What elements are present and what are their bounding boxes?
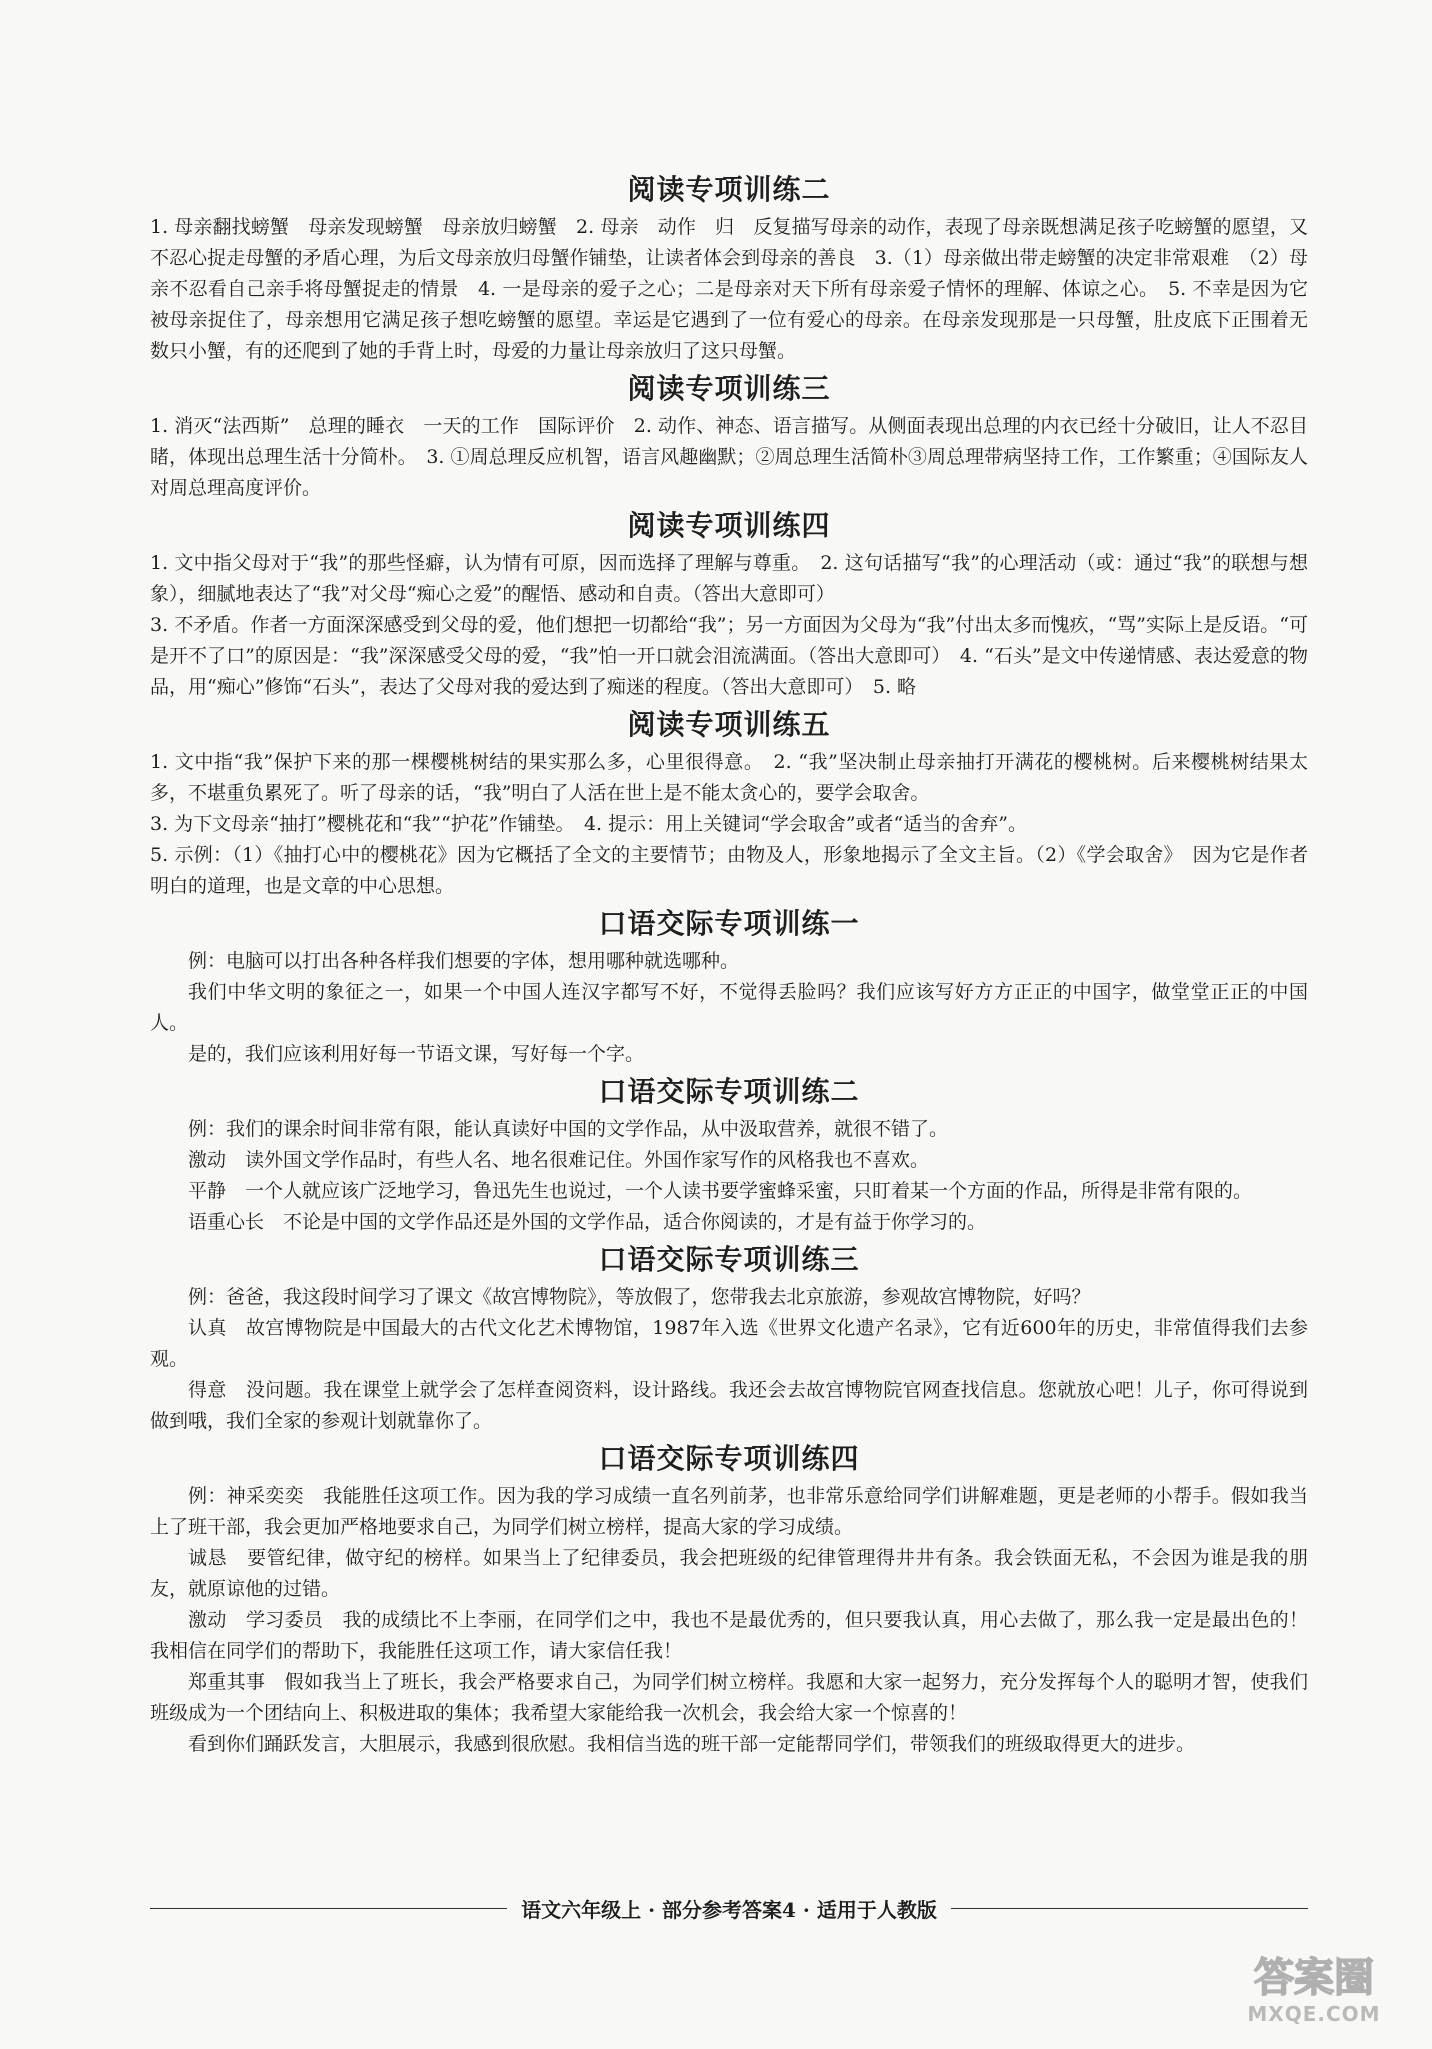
section-title: 阅读专项训练三 [627,372,831,405]
answer-paragraph: 3. 不矛盾。作者一方面深深感受到父母的爱，他们想把一切都给“我”；另一方面因为父母为“我”付出太多而愧疚，“骂”实际上是反语。“可是开不了口”的原因是：“我”深深感受父母的爱，“我”怕一开口就会泪流满面。（答出大意即可） 4. “石头”是文中传递情感、表达爱意的物品，用“痴心”修饰“石头”，表达了父母对我的爱达到了痴迷的程度。（答出大意即可） 5. 略 [150,614,1308,698]
answer-paragraph: 例：我们的课余时间非常有限，能认真读好中国的文学作品，从中汲取营养，就很不错了。 [188,1118,949,1140]
watermark-url: MXQE.COM [1247,2002,1381,2026]
answer-paragraph: 5. 示例：（1）《抽打心中的樱桃花》因为它概括了全文的主要情节；由物及人，形象地揭示了全文主旨。（2）《学会取舍》 因为它是作者明白的道理，也是文章的中心思想。 [150,844,1308,897]
answer-paragraph: 认真 故宫博物院是中国最大的古代文化艺术博物馆，1987年入选《世界文化遗产名录》，它有近600年的历史，非常值得我们去参观。 [150,1317,1308,1370]
site-watermark [1224,1949,1404,2031]
answer-paragraph: 例：神采奕奕 我能胜任这项工作。因为我的学习成绩一直名列前茅，也非常乐意给同学们讲解难题，更是老师的小帮手。假如我当上了班干部，我会更加严格地要求自己，为同学们树立榜样，提高大家的学习成绩。 [150,1485,1308,1538]
footer-rule-left [150,1908,507,1909]
page-footer [150,1894,1308,1923]
answer-page [150,168,1308,1760]
answer-paragraph: 1. 消灭“法西斯” 总理的睡衣 一天的工作 国际评价 2. 动作、神态、语言描写。从侧面表现出总理的内衣已经十分破旧，让人不忍目睹，体现出总理生活十分简朴。 3. ①周总理反应机智，语言风趣幽默；②周总理生活简朴③周总理带病坚持工作，工作繁重；④国际友人对周总理高度评价。 [150,415,1308,499]
answer-section [150,367,1308,504]
section-title: 阅读专项训练五 [627,708,831,741]
answer-paragraph: 语重心长 不论是中国的文学作品还是外国的文学作品，适合你阅读的，才是有益于你学习的。 [188,1211,987,1233]
section-title: 口语交际专项训练四 [598,1442,860,1475]
answer-paragraph: 平静 一个人就应该广泛地学习，鲁迅先生也说过，一个人读书要学蜜蜂采蜜，只盯着某一个方面的作品，所得是非常有限的。 [188,1180,1253,1202]
answer-paragraph: 我们中华文明的象征之一，如果一个中国人连汉字都写不好，不觉得丢脸吗？我们应该写好方方正正的中国字，做堂堂正正的中国人。 [150,981,1308,1034]
answer-section [150,1070,1308,1238]
footer-rule-right [951,1908,1308,1909]
watermark-logo: 答案圈 [1254,1955,1374,2001]
answer-paragraph: 郑重其事 假如我当上了班长，我会严格要求自己，为同学们树立榜样。我愿和大家一起努力，充分发挥每个人的聪明才智，使我们班级成为一个团结向上、积极进取的集体；我希望大家能给我一次机会，我会给大家一个惊喜的！ [150,1671,1308,1724]
answer-section [150,1437,1308,1760]
answer-section [150,703,1308,902]
footer-text: 语文六年级上 · 部分参考答案4 · 适用于人教版 [521,1898,937,1922]
answer-paragraph: 看到你们踊跃发言，大胆展示，我感到很欣慰。我相信当选的班干部一定能帮同学们，带领我们的班级取得更大的进步。 [188,1733,1196,1755]
answer-paragraph: 3. 为下文母亲“抽打”樱桃花和“我”“护花”作铺垫。 4. 提示：用上关键词“学会取舍”或者“适当的舍弃”。 [150,813,1027,835]
answer-paragraph: 是的，我们应该利用好每一节语文课，写好每一个字。 [188,1043,645,1065]
answer-paragraph: 1. 文中指“我”保护下来的那一棵樱桃树结的果实那么多，心里很得意。 2. “我”坚决制止母亲抽打开满花的樱桃树。后来樱桃树结果太多，不堪重负累死了。听了母亲的话，“我”明白了人活在世上是不能太贪心的，要学会取舍。 [150,751,1308,804]
answer-paragraph: 1. 母亲翻找螃蟹 母亲发现螃蟹 母亲放归螃蟹 2. 母亲 动作 归 反复描写母亲的动作，表现了母亲既想满足孩子吃螃蟹的愿望，又不忍心捉走母蟹的矛盾心理，为后文母亲放归母蟹作铺垫，让读者体会到母亲的善良 3.（1）母亲做出带走螃蟹的决定非常艰难 （2）母亲不忍看自己亲手将母蟹捉走的情景 4. 一是母亲的爱子之心；二是母亲对天下所有母亲爱子情怀的理解、体谅之心。 5. 不幸是因为它被母亲捉住了，母亲想用它满足孩子想吃螃蟹的愿望。幸运是它遇到了一位有爱心的母亲。在母亲发现那是一只母蟹，肚皮底下正围着无数只小蟹，有的还爬到了她的手背上时，母爱的力量让母亲放归了这只母蟹。 [150,216,1308,362]
answer-section [150,1238,1308,1437]
answer-paragraph: 激动 学习委员 我的成绩比不上李丽，在同学们之中，我也不是最优秀的，但只要我认真，用心去做了，那么我一定是最出色的！我相信在同学们的帮助下，我能胜任这项工作，请大家信任我！ [150,1609,1308,1662]
answer-paragraph: 例：爸爸，我这段时间学习了课文《故宫博物院》，等放假了，您带我去北京旅游，参观故宫博物院，好吗？ [188,1286,1091,1308]
answer-paragraph: 1. 文中指父母对于“我”的那些怪癖，认为情有可原，因而选择了理解与尊重。 2. 这句话描写“我”的心理活动（或：通过“我”的联想与想象），细腻地表达了“我”对父母“痴心之爱”的醒悟、感动和自责。（答出大意即可） [150,552,1308,605]
section-title: 阅读专项训练四 [627,509,831,542]
answer-paragraph: 例：电脑可以打出各种各样我们想要的字体，想用哪种就选哪种。 [188,950,740,972]
section-title: 口语交际专项训练一 [598,907,860,940]
answer-section [150,168,1308,367]
answer-paragraph: 得意 没问题。我在课堂上就学会了怎样查阅资料，设计路线。我还会去故宫博物院官网查找信息。您就放心吧！儿子，你可得说到做到哦，我们全家的参观计划就靠你了。 [150,1379,1308,1432]
answer-section [150,504,1308,703]
section-title: 口语交际专项训练二 [598,1075,860,1108]
answer-section [150,902,1308,1070]
section-title: 口语交际专项训练三 [598,1243,860,1276]
answer-paragraph: 激动 读外国文学作品时，有些人名、地名很难记住。外国作家写作的风格我也不喜欢。 [188,1149,930,1171]
section-title: 阅读专项训练二 [627,173,831,206]
answer-paragraph: 诚恳 要管纪律，做守纪的榜样。如果当上了纪律委员，我会把班级的纪律管理得井井有条。我会铁面无私，不会因为谁是我的朋友，就原谅他的过错。 [150,1547,1308,1600]
